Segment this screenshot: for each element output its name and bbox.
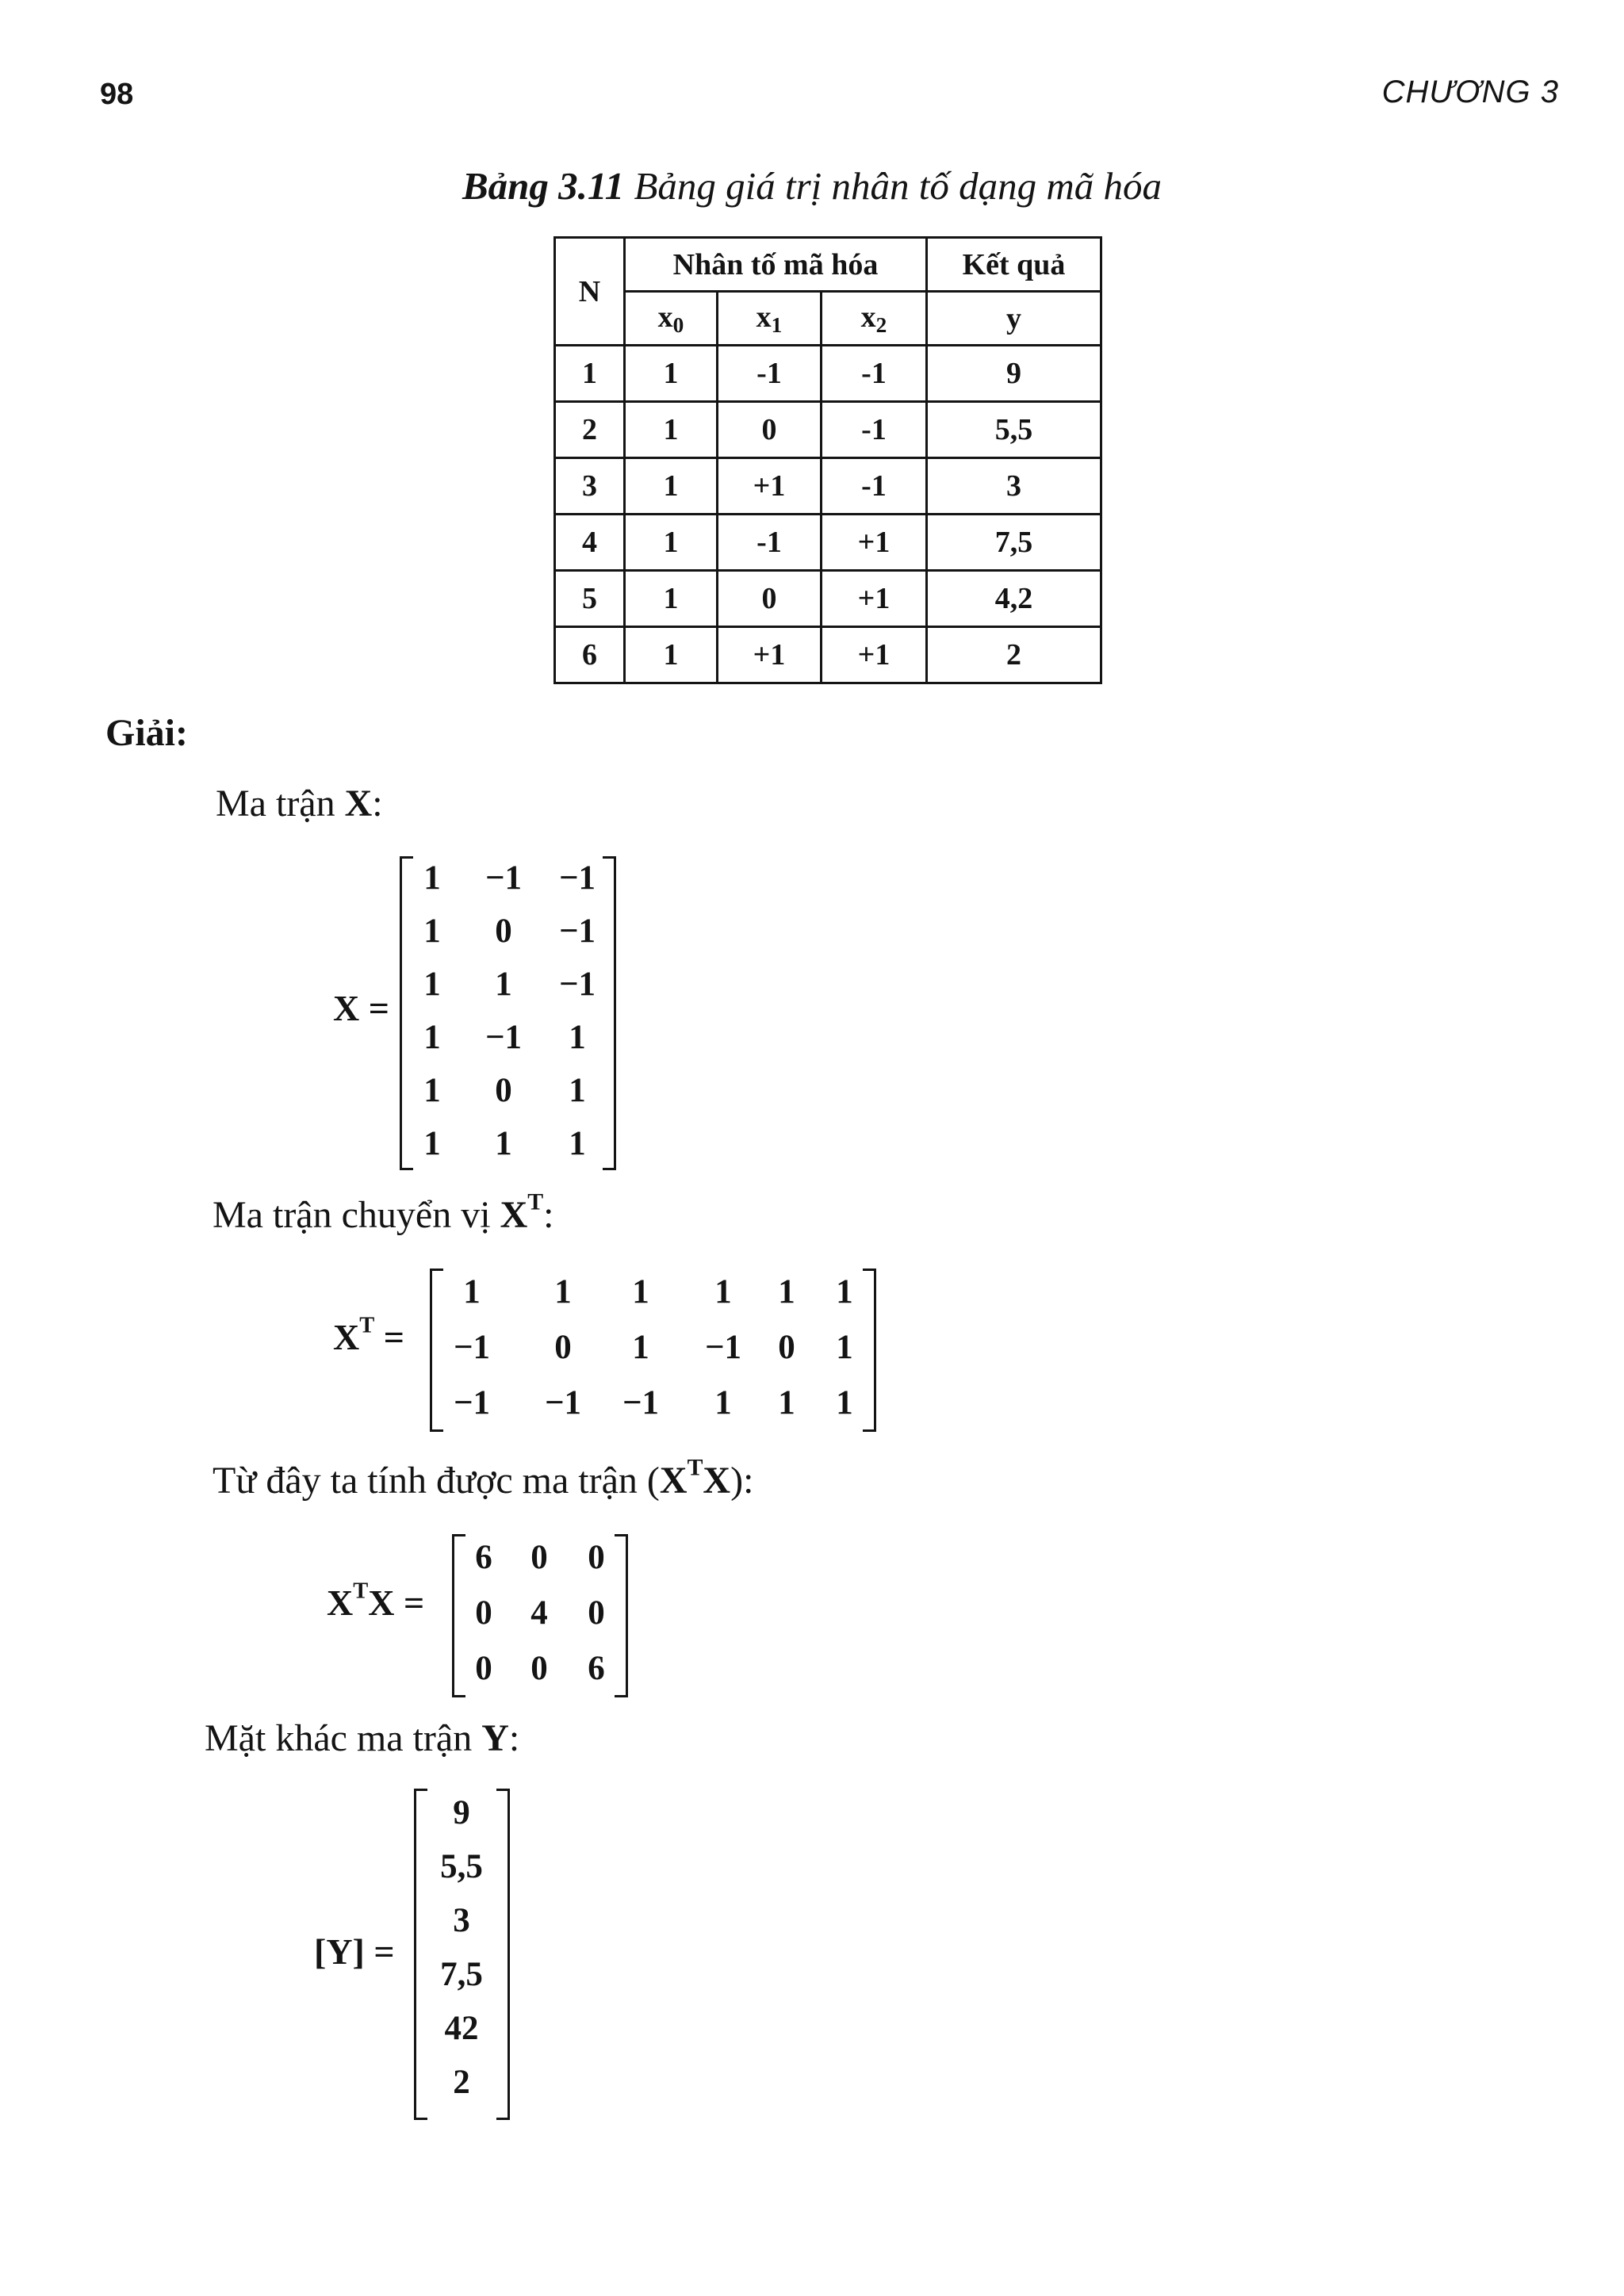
matrix-xtx-intro-close: ): [730, 1460, 754, 1502]
matrix-x-cell: 1 [569, 1019, 586, 1056]
matrix-xt-intro-colon: : [543, 1194, 554, 1236]
cell-y: 2 [927, 627, 1101, 683]
table-row [555, 346, 1101, 402]
matrix-xtx-cell: 0 [475, 1650, 492, 1687]
header-x2 [822, 292, 927, 346]
chapter-title: CHƯƠNG 3 [1381, 75, 1559, 109]
matrix-x-intro-symbol: X [344, 783, 373, 825]
matrix-x-cell: 1 [423, 859, 441, 897]
cell-x1: -1 [718, 515, 822, 571]
matrix-x-cell: 1 [495, 966, 512, 1003]
cell-n: 5 [555, 571, 625, 627]
table-row [555, 571, 1101, 627]
cell-x1: 0 [718, 402, 822, 458]
matrix-xt-cell: −1 [544, 1384, 581, 1422]
matrix-xt-cell: 1 [778, 1273, 795, 1311]
matrix-xt-cell: −1 [453, 1329, 490, 1366]
matrix-xt-cell: 1 [714, 1384, 732, 1422]
matrix-xtx-lhs [327, 1578, 425, 1624]
matrix-x-cell: 1 [423, 966, 441, 1003]
matrix-x-left-bracket [400, 856, 413, 1170]
header-y: y [927, 292, 1101, 346]
header-result-group: Kết quả [927, 238, 1101, 292]
matrix-xt-cell: 1 [463, 1273, 481, 1311]
cell-x0: 1 [625, 627, 718, 683]
header-x2-sub: 2 [875, 312, 887, 337]
matrix-xtx-cell: 0 [475, 1594, 492, 1632]
matrix-xtx-intro [213, 1454, 754, 1502]
cell-x2: +1 [822, 627, 927, 683]
matrix-xtx-cell: 6 [588, 1650, 605, 1687]
cell-x0: 1 [625, 402, 718, 458]
matrix-xt-cell: 0 [778, 1329, 795, 1366]
matrix-xt-cell: 1 [714, 1273, 732, 1311]
cell-x1: -1 [718, 346, 822, 402]
coded-factor-table [553, 236, 1102, 684]
table-row [555, 627, 1101, 683]
matrix-x-cell: −1 [558, 913, 596, 950]
matrix-xt-cell: 0 [554, 1329, 572, 1366]
header-x1-sub: 1 [771, 312, 783, 337]
cell-y: 9 [927, 346, 1101, 402]
header-x1-var: x [756, 300, 772, 334]
matrix-x-intro-colon: : [372, 783, 383, 825]
cell-x1: +1 [718, 627, 822, 683]
cell-x2: -1 [822, 346, 927, 402]
cell-x0: 1 [625, 458, 718, 515]
header-x1 [718, 292, 822, 346]
matrix-y-intro-text: Mặt khác ma trận [205, 1717, 482, 1759]
header-x0-sub: 0 [672, 312, 684, 337]
matrix-x-intro-text: Ma trận [216, 783, 345, 825]
cell-n: 1 [555, 346, 625, 402]
matrix-y-cell: 7,5 [440, 1956, 483, 1993]
matrix-xt-lhs-symbol: X [333, 1317, 360, 1357]
cell-n: 3 [555, 458, 625, 515]
header-x2-var: x [860, 300, 876, 334]
cell-y: 7,5 [927, 515, 1101, 571]
matrix-xt-cell: −1 [453, 1384, 490, 1422]
matrix-xt-cell: 1 [778, 1384, 795, 1422]
table-caption-label: Bảng 3.11 [462, 164, 625, 208]
matrix-y-lhs: [Y] = [314, 1931, 395, 1972]
matrix-xt-left-bracket [430, 1269, 443, 1432]
matrix-xt-cell: 1 [836, 1273, 853, 1311]
table-caption-text: Bảng giá trị nhân tố dạng mã hóa [634, 164, 1162, 208]
matrix-x-cell: 1 [495, 1125, 512, 1162]
matrix-xtx-cell: 0 [530, 1539, 548, 1576]
matrix-xt-cell: 1 [632, 1329, 649, 1366]
matrix-y-cell: 5,5 [440, 1848, 483, 1885]
matrix-xtx-cell: 0 [530, 1650, 548, 1687]
cell-x2: +1 [822, 571, 927, 627]
matrix-xtx-cell: 0 [588, 1539, 605, 1576]
matrix-x-cell: 1 [569, 1072, 586, 1109]
matrix-y-intro-colon: : [508, 1717, 520, 1759]
solution-heading: Giải: [105, 712, 188, 754]
matrix-xtx-cell: 4 [530, 1594, 548, 1632]
matrix-xt-cell: 1 [836, 1384, 853, 1422]
table-row [555, 458, 1101, 515]
matrix-xt-intro [213, 1188, 554, 1237]
matrix-xt-cell: 1 [836, 1329, 853, 1366]
matrix-xtx-intro-symbol: X [659, 1460, 688, 1502]
table-row [555, 402, 1101, 458]
matrix-xtx-intro-text: Từ đây ta tính được ma trận ( [213, 1460, 660, 1502]
matrix-x-cell: −1 [558, 859, 596, 897]
matrix-x-cell: 0 [495, 1072, 512, 1109]
cell-x0: 1 [625, 346, 718, 402]
matrix-y-cell: 42 [444, 2010, 479, 2047]
matrix-x-cell: 1 [423, 1019, 441, 1056]
table-caption [0, 163, 1624, 209]
cell-x0: 1 [625, 571, 718, 627]
matrix-x-cell: 1 [423, 913, 441, 950]
matrix-xt-lhs-equals: = [374, 1317, 404, 1357]
matrix-x-cell: 1 [569, 1125, 586, 1162]
cell-y: 4,2 [927, 571, 1101, 627]
matrix-y-right-bracket [496, 1789, 510, 2120]
header-factor-group: Nhân tố mã hóa [625, 238, 927, 292]
matrix-y-intro [205, 1716, 519, 1760]
matrix-xtx-intro-sup: T [687, 1454, 703, 1481]
matrix-xtx-lhs-symbol: X [327, 1582, 354, 1623]
matrix-x-cell: −1 [485, 1019, 522, 1056]
matrix-xtx-cell: 0 [588, 1594, 605, 1632]
cell-x0: 1 [625, 515, 718, 571]
matrix-y-intro-symbol: Y [481, 1717, 509, 1759]
cell-x1: +1 [718, 458, 822, 515]
cell-y: 5,5 [927, 402, 1101, 458]
matrix-xt-cell: −1 [704, 1329, 741, 1366]
matrix-xt-cell: −1 [622, 1384, 659, 1422]
cell-x2: +1 [822, 515, 927, 571]
header-x0-var: x [657, 300, 673, 334]
matrix-xt-cell: 1 [632, 1273, 649, 1311]
matrix-x-cell: 1 [423, 1125, 441, 1162]
cell-y: 3 [927, 458, 1101, 515]
matrix-x-right-bracket [603, 856, 616, 1170]
matrix-y-cell: 9 [453, 1794, 470, 1831]
cell-n: 2 [555, 402, 625, 458]
matrix-xtx-intro-symbol-2: X [703, 1460, 731, 1502]
matrix-x-lhs: X = [333, 988, 389, 1028]
matrix-x-cell: −1 [485, 859, 522, 897]
matrix-y-left-bracket [414, 1789, 427, 2120]
matrix-xt-cell: 1 [554, 1273, 572, 1311]
cell-x2: -1 [822, 458, 927, 515]
matrix-x-cell: 0 [495, 913, 512, 950]
matrix-y-cell: 2 [453, 2064, 470, 2101]
matrix-xt-lhs [333, 1313, 404, 1358]
matrix-xt-intro-symbol: X [500, 1194, 528, 1236]
matrix-x-intro [216, 782, 383, 825]
matrix-x-cell: 1 [423, 1072, 441, 1109]
cell-n: 4 [555, 515, 625, 571]
cell-n: 6 [555, 627, 625, 683]
matrix-xtx-lhs-sup: T [353, 1578, 369, 1604]
cell-x2: -1 [822, 402, 927, 458]
header-n: N [555, 238, 625, 346]
page-number: 98 [100, 78, 134, 111]
cell-x1: 0 [718, 571, 822, 627]
matrix-xt-lhs-sup: T [359, 1313, 375, 1338]
matrix-xtx-lhs-equals: X = [368, 1582, 425, 1623]
matrix-xt-intro-sup: T [527, 1188, 544, 1215]
matrix-y-cell: 3 [453, 1902, 470, 1939]
matrix-xt-intro-text: Ma trận chuyển vị [213, 1194, 500, 1236]
table-row [555, 515, 1101, 571]
matrix-x-cell: −1 [558, 966, 596, 1003]
matrix-xtx-cell: 6 [475, 1539, 492, 1576]
header-x0 [625, 292, 718, 346]
